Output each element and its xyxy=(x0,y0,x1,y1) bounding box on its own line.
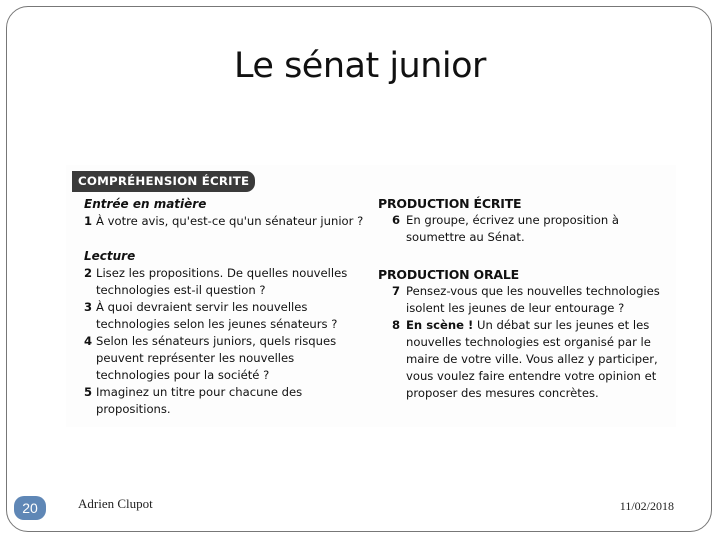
production-ecrite-heading: PRODUCTION ÉCRITE xyxy=(378,196,522,211)
question-1 xyxy=(84,213,366,230)
footer-author: Adrien Clupot xyxy=(78,496,153,511)
production-section xyxy=(378,195,676,402)
question-2 xyxy=(84,265,366,299)
question-text xyxy=(406,317,676,402)
textbook-scan xyxy=(66,165,676,427)
question-text: Pensez-vous que les nouvelles technologies isolent les jeunes de leur entourage ? xyxy=(406,284,660,315)
question-number: 1 xyxy=(84,214,93,228)
question-text: À quoi devraient servir les nouvelles technologies selon les jeunes sénateurs ? xyxy=(96,300,338,331)
en-scene-label: En scène ! xyxy=(406,318,474,332)
question-number: 3 xyxy=(84,300,93,314)
slide-title: Le sénat junior xyxy=(234,46,486,86)
footer-date: 11/02/2018 xyxy=(619,499,674,513)
production-orale-heading: PRODUCTION ORALE xyxy=(378,267,519,282)
question-number: 6 xyxy=(392,213,401,227)
comprehension-section xyxy=(66,171,366,418)
comprehension-banner: COMPRÉHENSION ÉCRITE xyxy=(72,171,255,192)
question-8 xyxy=(392,317,676,402)
question-7 xyxy=(392,283,676,317)
question-8-body: Un débat sur les jeunes et les nouvelles technologies est organisé par le maire de votre ville. Vous allez y participer, vous voulez faire entendre votre opinion et proposer des mesures concrètes. xyxy=(406,318,658,400)
question-text: En groupe, écrivez une proposition à soumettre au Sénat. xyxy=(406,213,619,244)
slide-number-badge: 20 xyxy=(14,496,46,520)
question-number: 4 xyxy=(84,334,93,348)
question-number: 8 xyxy=(392,318,401,332)
question-number: 7 xyxy=(392,284,401,298)
question-3 xyxy=(84,299,366,333)
entree-en-matiere-heading: Entrée en matière xyxy=(84,197,207,211)
question-text: Lisez les propositions. De quelles nouvelles technologies est-il question ? xyxy=(96,266,348,297)
question-text: Selon les sénateurs juniors, quels risques peuvent représenter les nouvelles technologies pour la société ? xyxy=(96,334,337,382)
question-number: 2 xyxy=(84,266,93,280)
question-text: À votre avis, qu'est-ce qu'un sénateur junior ? xyxy=(96,214,364,228)
lecture-heading: Lecture xyxy=(84,249,136,263)
question-4 xyxy=(84,333,366,384)
question-text: Imaginez un titre pour chacune des propositions. xyxy=(96,385,303,416)
question-5 xyxy=(84,384,366,418)
question-6 xyxy=(392,212,676,246)
question-number: 5 xyxy=(84,385,93,399)
